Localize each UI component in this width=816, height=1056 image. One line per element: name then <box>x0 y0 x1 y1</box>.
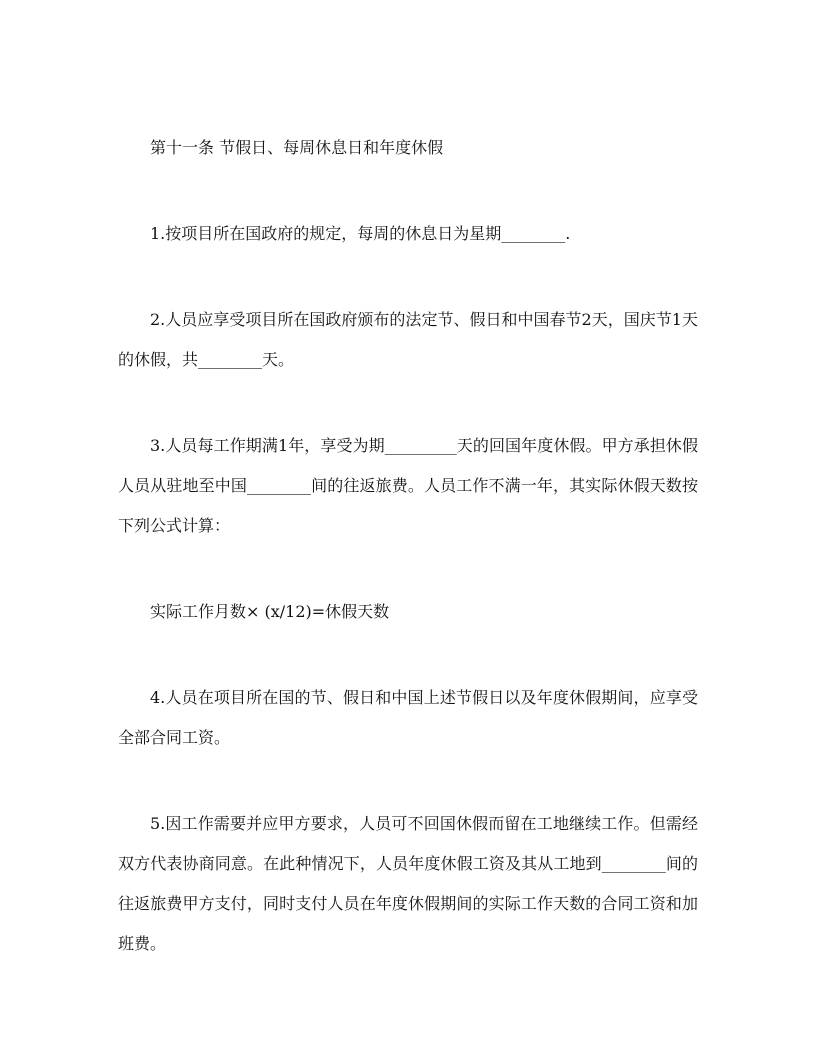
article-body <box>118 128 698 1010</box>
item-4-holiday-pay: 4.人员在项目所在国的节、假日和中国上述节假日以及年度休假期间，应享受全部合同工资。 <box>118 688 698 747</box>
item-3-annual-leave: 3.人员每工作期满1年，享受为期_________天的回国年度休假。甲方承担休假人员从驻地至中国________间的往返旅费。人员工作不满一年，其实际休假天数按下列公式计算： <box>118 436 698 535</box>
item-5-work-instead-of-leave: 5.因工作需要并应甲方要求，人员可不回国休假而留在工地继续工作。但需经双方代表协商同意。在此种情况下，人员年度休假工资及其从工地到________间的往返旅费甲方支付，同时支付人员在年度休假期间的实际工作天数的合同工资和加班费。 <box>118 814 698 953</box>
item-1-weekly-rest: 1.按项目所在国政府的规定，每周的休息日为星期________. <box>150 224 571 243</box>
article-title: 第十一条 节假日、每周休息日和年度休假 <box>150 138 444 157</box>
item-2-holidays: 2.人员应享受项目所在国政府颁布的法定节、假日和中国春节2天，国庆节1天的休假，共________天。 <box>118 310 698 369</box>
leave-formula: 实际工作月数× (x/12)=休假天数 <box>150 602 390 621</box>
